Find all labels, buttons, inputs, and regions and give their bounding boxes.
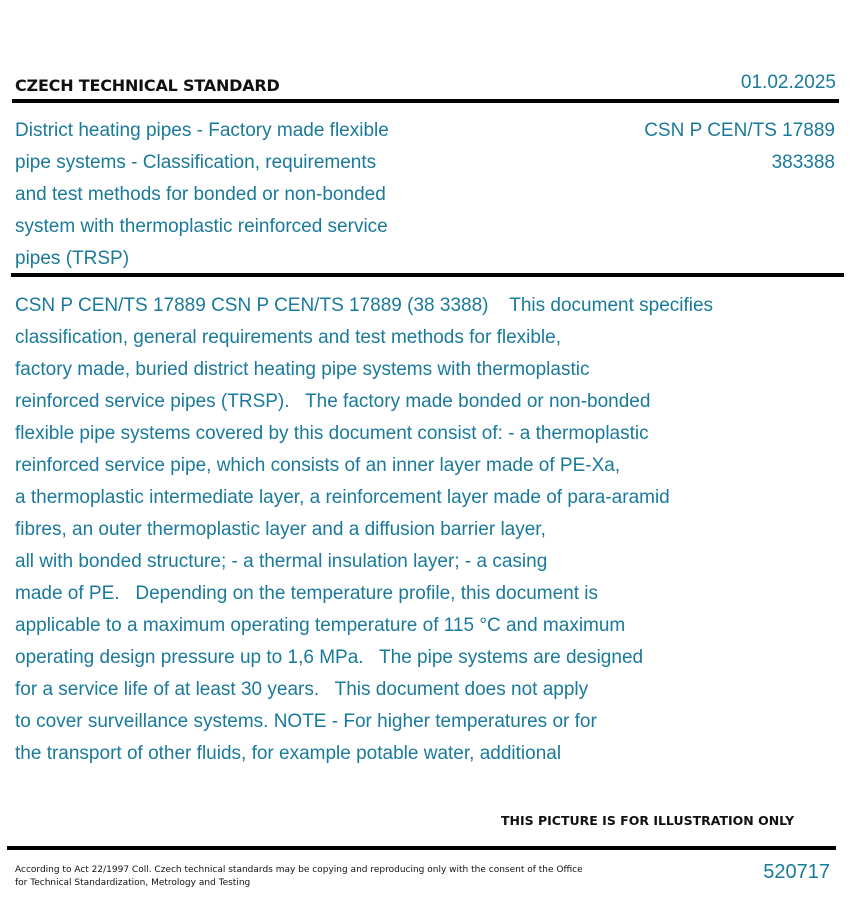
title-line: pipes (TRSP) <box>15 248 130 269</box>
title-line: system with thermoplastic reinforced service <box>15 216 388 237</box>
footer-divider <box>7 846 836 850</box>
footer-legal-notice <box>15 864 595 890</box>
abstract-line: fibres, an outer thermoplastic layer and a diffusion barrier layer, <box>15 519 546 540</box>
abstract-line: operating design pressure up to 1,6 MPa. The pipe systems are designed <box>15 647 644 668</box>
abstract-line: the transport of other fluids, for example potable water, additional <box>15 743 562 764</box>
abstract-line: applicable to a maximum operating temperature of 115 °C and maximum <box>15 615 626 636</box>
abstract-line: all with bonded structure; - a thermal insulation layer; - a casing <box>15 551 548 572</box>
standard-header-label: CZECH TECHNICAL STANDARD <box>15 76 280 95</box>
legal-line: for Technical Standardization, Metrology and Testing <box>15 878 251 888</box>
title-divider <box>11 273 844 277</box>
abstract-line: made of PE. Depending on the temperature profile, this document is <box>15 583 598 604</box>
abstract-line: flexible pipe systems covered by this document consist of: - a thermoplastic <box>15 423 649 444</box>
title-line: and test methods for bonded or non-bonded <box>15 184 386 205</box>
abstract-line: reinforced service pipes (TRSP). The factory made bonded or non-bonded <box>15 391 651 412</box>
abstract-line: to cover surveillance systems. NOTE - For higher temperatures or for <box>15 711 597 732</box>
title-line: pipe systems - Classification, requirements <box>15 152 377 173</box>
publication-date: 01.02.2025 <box>740 72 836 93</box>
abstract-line: classification, general requirements and test methods for flexible, <box>15 327 561 348</box>
document-title <box>15 115 455 275</box>
title-line: District heating pipes - Factory made flexible <box>15 120 389 141</box>
abstract-line: CSN P CEN/TS 17889 CSN P CEN/TS 17889 (38 3388) This document specifies <box>15 295 714 316</box>
standard-designation: CSN P CEN/TS 17889 <box>644 120 835 141</box>
legal-line: According to Act 22/1997 Coll. Czech technical standards may be copying and reproducing only with the consent of the Office <box>15 865 583 875</box>
abstract-line: a thermoplastic intermediate layer, a reinforcement layer made of para-aramid <box>15 487 670 508</box>
illustration-notice: THIS PICTURE IS FOR ILLUSTRATION ONLY <box>501 813 795 828</box>
header-divider <box>12 99 839 103</box>
standard-class-number: 383388 <box>771 152 835 173</box>
abstract-line: for a service life of at least 30 years. This document does not apply <box>15 679 589 700</box>
abstract-line: factory made, buried district heating pipe systems with thermoplastic <box>15 359 590 380</box>
standard-identifiers <box>644 115 835 179</box>
abstract-line: reinforced service pipe, which consists of an inner layer made of PE-Xa, <box>15 455 621 476</box>
document-code: 520717 <box>763 861 830 883</box>
document-abstract <box>15 290 820 770</box>
